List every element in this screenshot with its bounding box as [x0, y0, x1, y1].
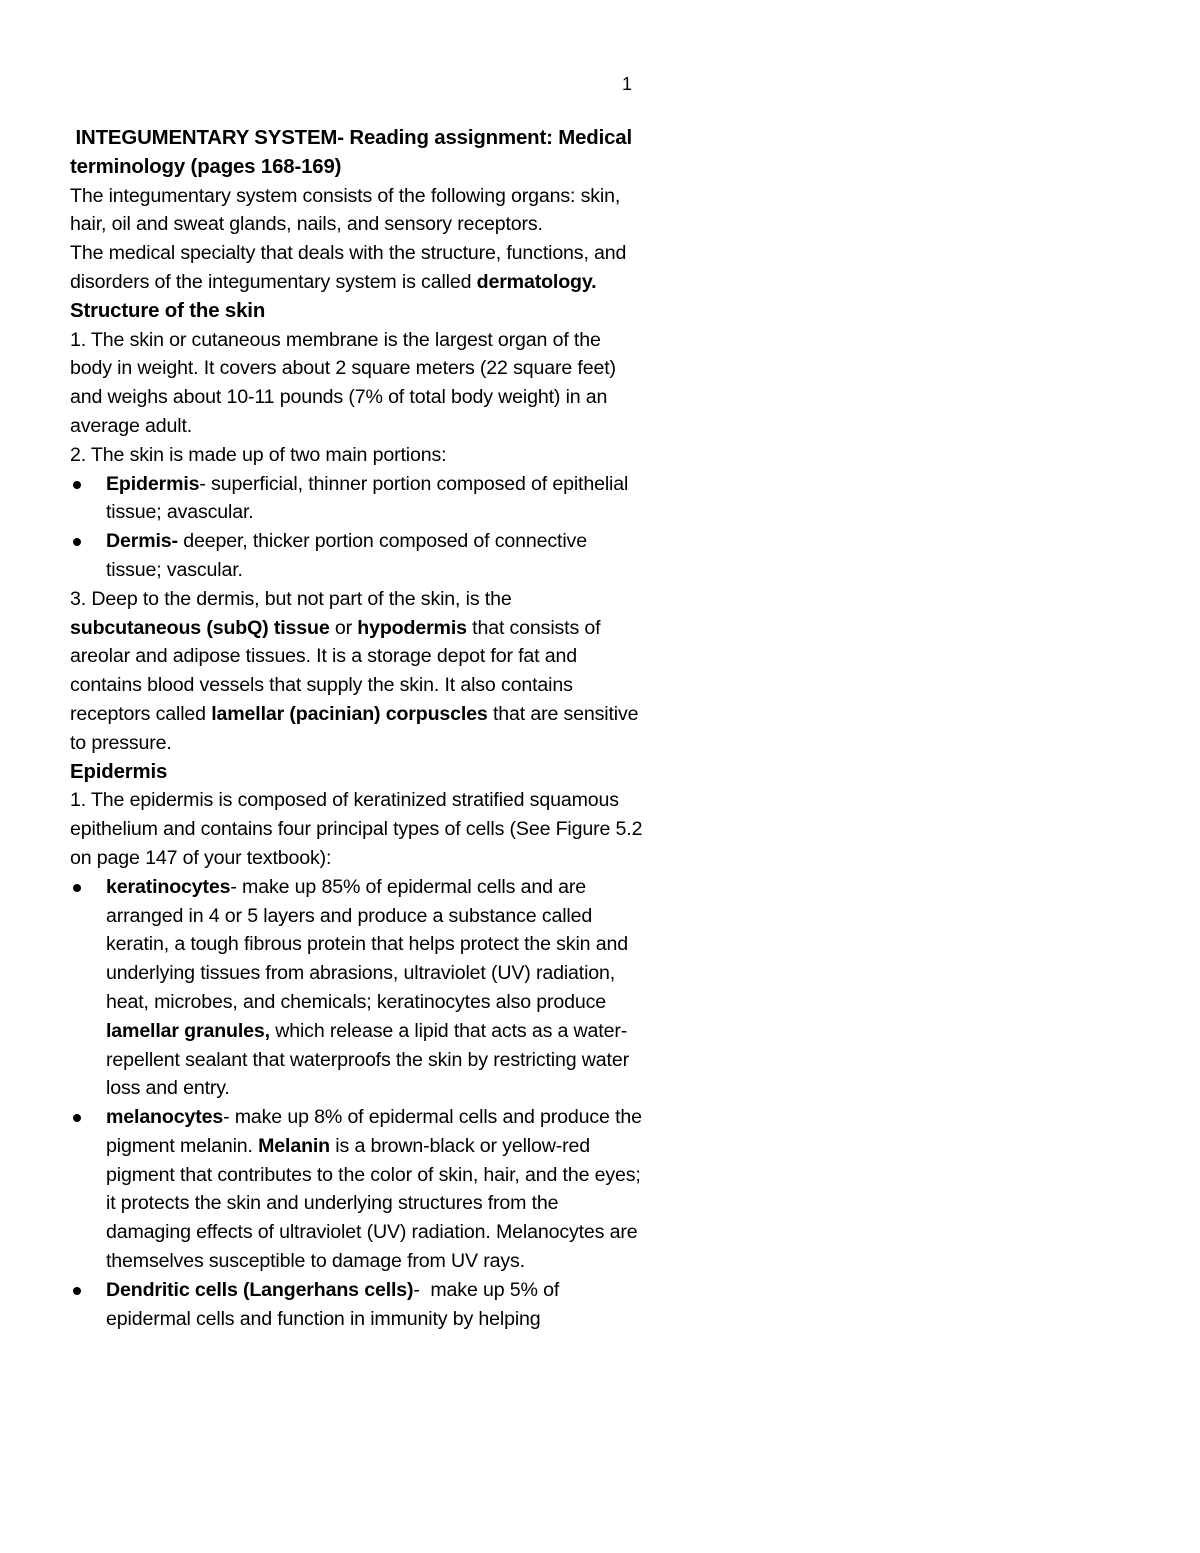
item3-text-c: that consists of areolar and adipose tissues. It is a storage depot for fat and contains blood vessels that supply the skin. It also contains receptors called: [70, 616, 601, 725]
item3-text-a: 3. Deep to the dermis, but not part of the skin, is the: [70, 587, 512, 610]
document-title: INTEGUMENTARY SYSTEM- Reading assignment: Medical terminology (pages 168-169): [70, 127, 638, 178]
term-epidermis: Epidermis: [106, 472, 200, 495]
list-item-keratinocytes: [70, 873, 645, 1103]
section-heading-epidermis: Epidermis: [70, 760, 168, 783]
term-lamellar-granules: lamellar granules,: [106, 1019, 270, 1042]
item3-text-b: or: [329, 616, 358, 639]
term-melanin: Melanin: [258, 1134, 331, 1157]
term-lamellar-corpuscles: lamellar (pacinian) corpuscles: [211, 702, 488, 725]
epidermis-item-1: 1. The epidermis is composed of keratinized stratified squamous epithelium and contains four principal types of cells (See Figure 5.2 on page 147 of your textbook):: [70, 789, 643, 869]
melanocytes-text-a: - make up 8% of epidermal cells and produce the pigment melanin.: [106, 1106, 642, 1157]
document-body: [70, 124, 645, 1333]
structure-item-1: 1. The skin or cutaneous membrane is the largest organ of the body in weight. It covers about 2 square meters (22 square feet) and weighs about 10-11 pounds (7% of total body weight) in an average adult.: [70, 328, 616, 437]
section-heading-structure: Structure of the skin: [70, 299, 266, 322]
skin-portions-list: [70, 470, 645, 585]
term-dendritic-cells: Dendritic cells (Langerhans cells): [106, 1278, 414, 1301]
specialty-text: The medical specialty that deals with the structure, functions, and disorders of the integumentary system is called: [70, 242, 627, 293]
specialty-paragraph: [70, 239, 645, 297]
melanocytes-text-b: is a brown-black or yellow-red pigment that contributes to the color of skin, hair, and the eyes; it protects the skin and underlying structures from the damaging effects of ultraviolet (UV) radiation. Melanocytes are themselves susceptible to damage from UV rays.: [106, 1134, 641, 1273]
term-hypodermis: hypodermis: [357, 616, 467, 639]
keratinocytes-text-a: - make up 85% of epidermal cells and are arranged in 4 or 5 layers and produce a substance called keratin, a tough fibrous protein that helps protect the skin and underlying tissues from abrasions, ultraviolet (UV) radiation, heat, microbes, and chemicals; keratinocytes also produce: [106, 875, 628, 1013]
term-dermis: Dermis-: [106, 530, 178, 553]
epidermal-cells-list: [70, 873, 645, 1334]
structure-item-2: 2. The skin is made up of two main portions:: [70, 443, 447, 466]
page-number: 1: [622, 74, 633, 94]
intro-paragraph: The integumentary system consists of the following organs: skin, hair, oil and sweat glands, nails, and sensory receptors.: [70, 184, 621, 236]
term-melanocytes: melanocytes: [106, 1106, 224, 1129]
term-dermatology: dermatology.: [476, 270, 597, 293]
list-item-melanocytes: [70, 1103, 645, 1276]
term-subcutaneous: subcutaneous (subQ) tissue: [70, 616, 330, 639]
dendritic-text-a: - make up 5% of epidermal cells and function in immunity by helping: [106, 1278, 565, 1330]
item3-text-d: that are sensitive to pressure.: [70, 702, 639, 754]
epidermis-description: - superficial, thinner portion composed of epithelial tissue; avascular.: [106, 472, 629, 524]
keratinocytes-text-b: which release a lipid that acts as a water-repellent sealant that waterproofs the skin by restricting water loss and entry.: [106, 1019, 629, 1100]
structure-item-3: [70, 585, 645, 758]
list-item-dermis: [70, 527, 645, 585]
dermis-description: deeper, thicker portion composed of connective tissue; vascular.: [106, 530, 587, 581]
list-item-dendritic-cells: [70, 1276, 645, 1334]
list-item-epidermis: [70, 470, 645, 528]
term-keratinocytes: keratinocytes: [106, 875, 231, 898]
